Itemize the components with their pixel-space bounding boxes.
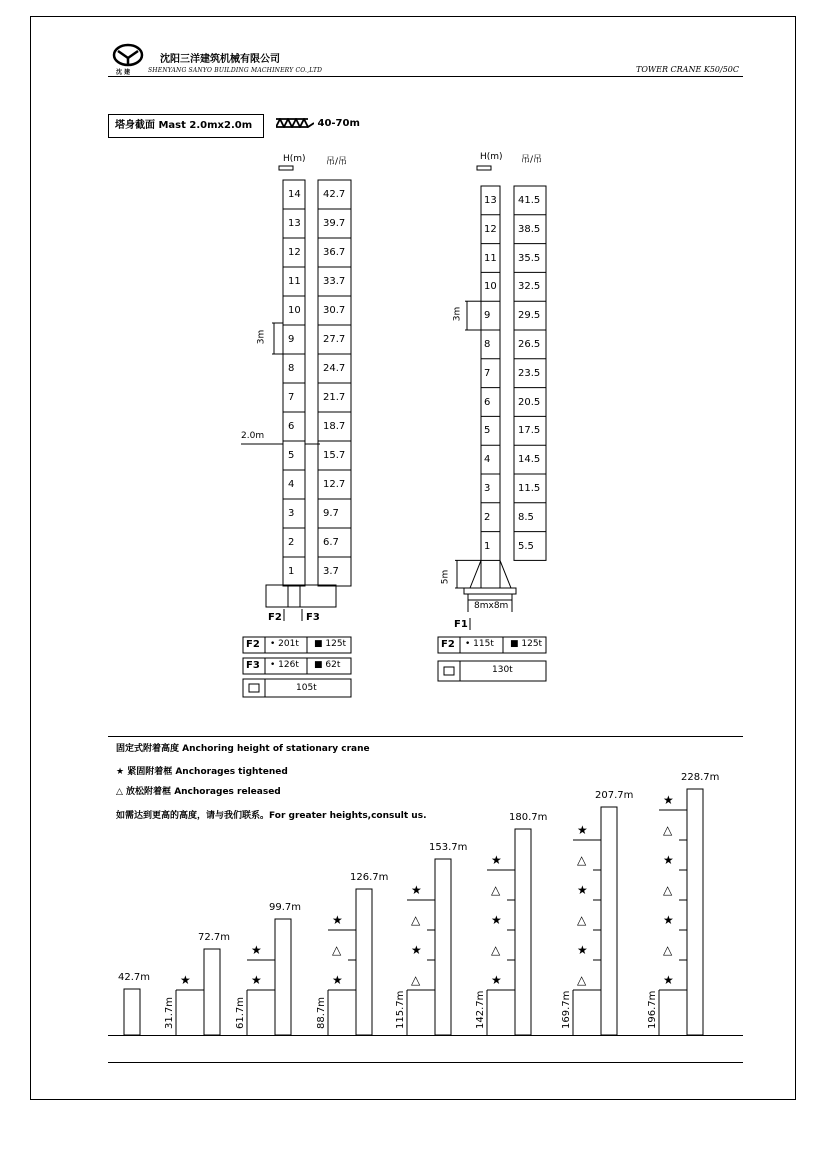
right-segment-number: 8: [484, 339, 491, 350]
bottom-rule: [108, 1062, 743, 1063]
left-segment-number: 7: [288, 392, 295, 403]
left-segment-number: 11: [288, 276, 301, 287]
left-h-label: H(m): [283, 154, 306, 164]
column-height-label: 126.7m: [350, 872, 389, 883]
mast-column-2: [204, 949, 220, 1035]
right-base-frame: [464, 588, 516, 594]
left-table-f3-a: • 126t: [270, 660, 299, 670]
left-height-value: 24.7: [323, 363, 346, 374]
right-segment-number: 2: [484, 511, 491, 523]
anchoring-title: 固定式附着高度 Anchoring height of stationary crane: [116, 744, 370, 754]
right-segment-number: 6: [484, 396, 491, 408]
star-icon: ★: [491, 853, 502, 867]
triangle-icon: △: [663, 823, 673, 837]
right-weight-icon: [444, 667, 454, 675]
triangle-icon: △: [577, 853, 587, 867]
right-segment-number: 11: [484, 252, 497, 264]
column-height-label: 72.7m: [198, 932, 231, 943]
left-hook-label: 吊/吊: [326, 157, 348, 167]
star-icon: ★: [251, 943, 262, 957]
column-height-label: 228.7m: [681, 772, 720, 783]
left-segment-number: 3: [288, 508, 295, 519]
left-height-value: 33.7: [323, 276, 346, 287]
right-seg-dim: 3m: [452, 306, 463, 322]
left-table-f3-b: ■ 62t: [314, 660, 341, 670]
right-height-value: 29.5: [518, 310, 541, 322]
mast-column-3: [275, 919, 291, 1035]
section-label: 塔身截面 Mast: [115, 120, 186, 131]
right-segment-number: 12: [484, 223, 497, 235]
mast-column-4: [356, 889, 372, 1035]
left-height-value: 3.7: [323, 566, 339, 577]
star-icon: ★: [411, 883, 422, 897]
anchor-dim-label: 196.7m: [647, 990, 658, 1029]
company-name-en: SHENYANG SANYO BUILDING MACHINERY CO.,LTD: [148, 67, 323, 74]
left-height-value: 15.7: [323, 450, 346, 461]
triangle-icon: △: [491, 943, 501, 957]
right-weight: 130t: [492, 665, 513, 675]
ground-line: [108, 1035, 743, 1036]
left-height-value: 36.7: [323, 247, 346, 258]
legend-released: △ 放松附着框 Anchorages released: [116, 787, 281, 797]
left-segment-number: 8: [288, 363, 295, 374]
right-height-value: 32.5: [518, 281, 541, 293]
right-segment-number: 5: [484, 425, 491, 437]
right-table-f2-a: • 115t: [465, 639, 494, 649]
left-segment-number: 1: [288, 566, 295, 577]
column-height-label: 99.7m: [269, 902, 302, 913]
mast-column-5: [435, 859, 451, 1035]
left-segment-number: 2: [288, 537, 295, 548]
left-seg-dim: 3m: [256, 329, 267, 345]
column-height-label: 153.7m: [429, 842, 468, 853]
left-height-value: 39.7: [323, 218, 346, 229]
anchor-dim-label: 61.7m: [235, 996, 246, 1029]
left-height-value: 9.7: [323, 508, 339, 519]
jib-range-value: 40-70m: [317, 118, 360, 129]
left-height-value: 18.7: [323, 421, 346, 432]
right-segment-number: 10: [484, 281, 497, 293]
mast-column-7: [601, 807, 617, 1035]
right-base-strut: [470, 560, 481, 588]
right-base-dim: 5m: [440, 569, 451, 585]
right-height-value: 8.5: [518, 511, 534, 523]
left-segment-number: 9: [288, 334, 295, 345]
anchor-dim-label: 88.7m: [316, 996, 327, 1029]
mast-column-8: [687, 789, 703, 1035]
company-name-cn: 沈阳三洋建筑机械有限公司: [160, 54, 280, 65]
star-icon: ★: [663, 913, 674, 927]
anchor-dim-label: 115.7m: [395, 990, 406, 1029]
right-height-value: 5.5: [518, 540, 534, 552]
triangle-icon: △: [663, 883, 673, 897]
right-height-value: 17.5: [518, 425, 541, 437]
right-height-value: 23.5: [518, 367, 541, 379]
star-icon: ★: [663, 793, 674, 807]
right-height-value: 26.5: [518, 339, 541, 350]
right-height-value: 38.5: [518, 223, 541, 235]
right-segment-number: 9: [484, 310, 491, 322]
left-segment-number: 10: [288, 305, 301, 316]
right-base-width: 8mx8m: [474, 601, 509, 611]
right-segment-number: 3: [484, 483, 491, 494]
right-height-value: 41.5: [518, 195, 541, 206]
mast-column-1: [124, 989, 140, 1035]
star-icon: ★: [663, 853, 674, 867]
triangle-icon: △: [663, 943, 673, 957]
right-table-f2-b: ■ 125t: [510, 639, 543, 649]
left-segment-number: 5: [288, 450, 295, 461]
star-icon: ★: [251, 973, 262, 987]
left-table-f2-a: • 201t: [270, 639, 299, 649]
anchoring-note: 如需达到更高的高度，请与我们联系。For greater heights,consult us.: [116, 811, 427, 821]
force-f1-label: F1: [454, 619, 468, 630]
left-segment-number: 13: [288, 218, 301, 229]
star-icon: ★: [491, 973, 502, 987]
legend-tightened: ★ 紧固附着框 Anchorages tightened: [116, 767, 288, 777]
force-f2-label: F2: [268, 612, 282, 623]
right-segment-number: 1: [484, 540, 491, 552]
mast-column-6: [515, 829, 531, 1035]
logo-caption: 沈 建: [116, 69, 131, 76]
triangle-icon: △: [577, 973, 587, 987]
star-icon: ★: [663, 973, 674, 987]
column-height-label: 42.7m: [118, 972, 151, 983]
left-foundation: [266, 585, 336, 607]
star-icon: ★: [491, 913, 502, 927]
right-h-marker: [477, 166, 491, 170]
star-icon: ★: [411, 943, 422, 957]
anchor-dim-label: 169.7m: [561, 990, 572, 1029]
right-height-value: 20.5: [518, 396, 541, 408]
right-segment-number: 13: [484, 195, 497, 206]
right-h-label: H(m): [480, 152, 503, 162]
left-height-value: 21.7: [323, 392, 346, 403]
right-height-value: 14.5: [518, 454, 541, 466]
left-width-dim: 2.0m: [241, 431, 265, 441]
model-title: TOWER CRANE K50/50C: [636, 65, 739, 74]
column-height-label: 180.7m: [509, 812, 548, 823]
left-height-value: 30.7: [323, 305, 346, 316]
right-base-strut: [500, 560, 511, 588]
anchor-dim-label: 142.7m: [475, 990, 486, 1029]
star-icon: ★: [180, 973, 191, 987]
force-f3-label: F3: [306, 612, 320, 623]
star-icon: ★: [577, 823, 588, 837]
left-segment-number: 12: [288, 247, 301, 258]
triangle-icon: △: [577, 913, 587, 927]
star-icon: ★: [577, 883, 588, 897]
triangle-icon: △: [332, 943, 342, 957]
left-segment-number: 4: [288, 479, 295, 490]
left-height-value: 42.7: [323, 189, 346, 200]
triangle-icon: △: [491, 883, 501, 897]
column-height-label: 207.7m: [595, 790, 634, 801]
left-segment-number: 14: [288, 189, 301, 200]
left-table-f3-label: F3: [246, 660, 260, 671]
right-table-f2-label: F2: [441, 639, 455, 650]
right-segment-number: 4: [484, 454, 491, 466]
anchoring-top-rule: [108, 736, 743, 737]
anchor-dim-label: 31.7m: [164, 996, 175, 1029]
star-icon: ★: [577, 943, 588, 957]
left-weight-icon: [249, 684, 259, 692]
left-height-value: 12.7: [323, 479, 346, 490]
right-height-value: 11.5: [518, 483, 541, 494]
right-hook-label: 吊/吊: [521, 155, 543, 165]
star-icon: ★: [332, 913, 343, 927]
star-icon: ★: [332, 973, 343, 987]
left-weight: 105t: [296, 683, 317, 693]
left-table-f2-label: F2: [246, 639, 260, 650]
left-h-marker: [279, 166, 293, 170]
triangle-icon: △: [411, 913, 421, 927]
triangle-icon: △: [411, 973, 421, 987]
left-height-value: 6.7: [323, 537, 339, 548]
left-table-f2-b: ■ 125t: [314, 639, 347, 649]
left-height-value: 27.7: [323, 334, 346, 345]
right-segment-number: 7: [484, 367, 491, 379]
left-segment-number: 6: [288, 421, 295, 432]
right-height-value: 35.5: [518, 252, 541, 264]
section-size: 2.0mx2.0m: [189, 120, 253, 131]
